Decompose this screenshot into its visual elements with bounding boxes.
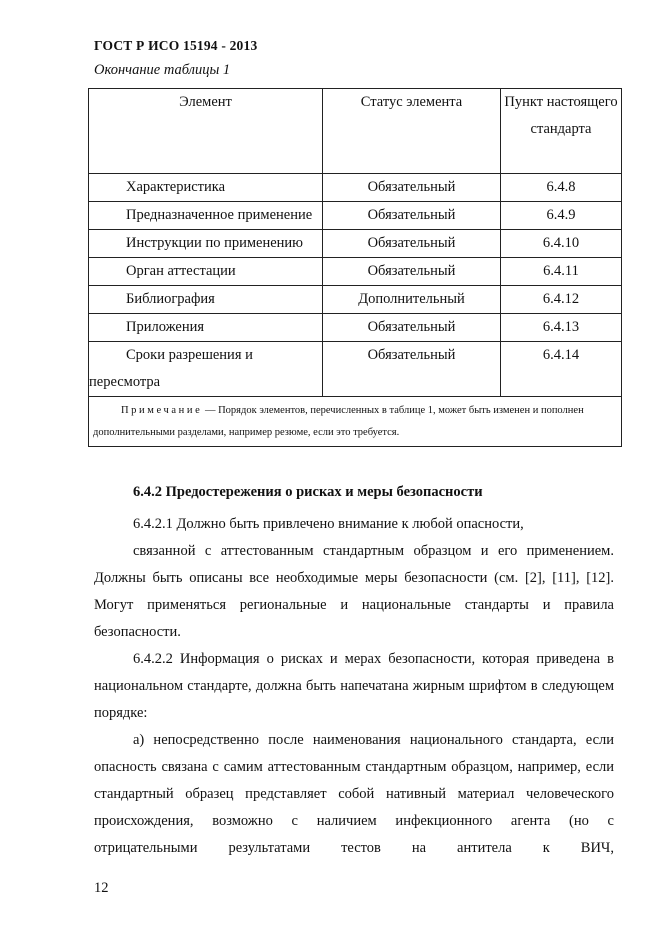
row-status: Обязательный <box>323 202 501 230</box>
table-row <box>89 174 622 202</box>
row-clause: 6.4.9 <box>501 202 622 230</box>
row-clause: 6.4.13 <box>501 314 622 342</box>
paragraph-item-a: а) непосредственно после наименования национального стандарта, если опасность связана с самим аттестованным стандартным образцом, например, если стандартный образец представляет собой нативный материал человеческого происхождения, возможно с наличием инфекционного агента (но с отрицательными результатами тестов на антитела к ВИЧ, <box>94 732 614 856</box>
section-heading: 6.4.2 Предостережения о рисках и меры безопасности <box>133 484 483 500</box>
table-caption: Окончание таблицы 1 <box>94 62 231 78</box>
row-element: Предназначенное применение <box>89 202 323 230</box>
row-clause: 6.4.10 <box>501 230 622 258</box>
paragraph-6-4-2-1: 6.4.2.1 Должно быть привлечено внимание к любой опасности, <box>133 516 524 532</box>
paragraph-6-4-2-2: 6.4.2.2 Информация о рисках и мерах безопасности, которая приведена в национальном стандарте, должна быть напечатана жирным шрифтом в следующем порядке: <box>94 651 614 721</box>
elements-table <box>88 88 622 447</box>
row-clause: 6.4.8 <box>501 174 622 202</box>
row-element: Орган аттестации <box>89 258 323 286</box>
row-clause: 6.4.14 <box>501 342 622 397</box>
row-element: Характеристика <box>89 174 323 202</box>
row-status: Обязательный <box>323 230 501 258</box>
column-header-clause: Пункт настоящего стандарта <box>501 89 622 174</box>
table-row <box>89 314 622 342</box>
column-header-element: Элемент <box>89 89 323 174</box>
row-element: Сроки разрешения и пересмотра <box>89 342 323 397</box>
row-status: Обязательный <box>323 174 501 202</box>
document-code: ГОСТ Р ИСО 15194 - 2013 <box>94 38 258 53</box>
row-status: Обязательный <box>323 342 501 397</box>
paragraph-safety-measures: связанной с аттестованным стандартным образцом и его применением. Должны быть описаны все необходимые меры безопасности (см. [2], [11], [12]. Могут применяться региональные и национальные стандарты и правила безопасности. <box>94 543 614 640</box>
table-row <box>89 286 622 314</box>
table-row <box>89 342 622 397</box>
page-number: 12 <box>94 880 109 896</box>
table-row <box>89 202 622 230</box>
note-label: Примечание <box>121 405 203 416</box>
table-row <box>89 258 622 286</box>
row-element: Приложения <box>89 314 323 342</box>
table-note <box>89 397 622 447</box>
row-clause: 6.4.12 <box>501 286 622 314</box>
row-status: Обязательный <box>323 314 501 342</box>
row-clause: 6.4.11 <box>501 258 622 286</box>
table-note-row <box>89 397 622 447</box>
column-header-status: Статус элемента <box>323 89 501 174</box>
note-text: — Порядок элементов, перечисленных в таблице 1, может быть изменен и пополнен дополнительными разделами, например резюме, если это требуется. <box>93 405 584 438</box>
table-row <box>89 230 622 258</box>
row-element: Инструкции по применению <box>89 230 323 258</box>
row-element: Библиография <box>89 286 323 314</box>
row-status: Дополнительный <box>323 286 501 314</box>
row-status: Обязательный <box>323 258 501 286</box>
table-header-row <box>89 89 622 174</box>
